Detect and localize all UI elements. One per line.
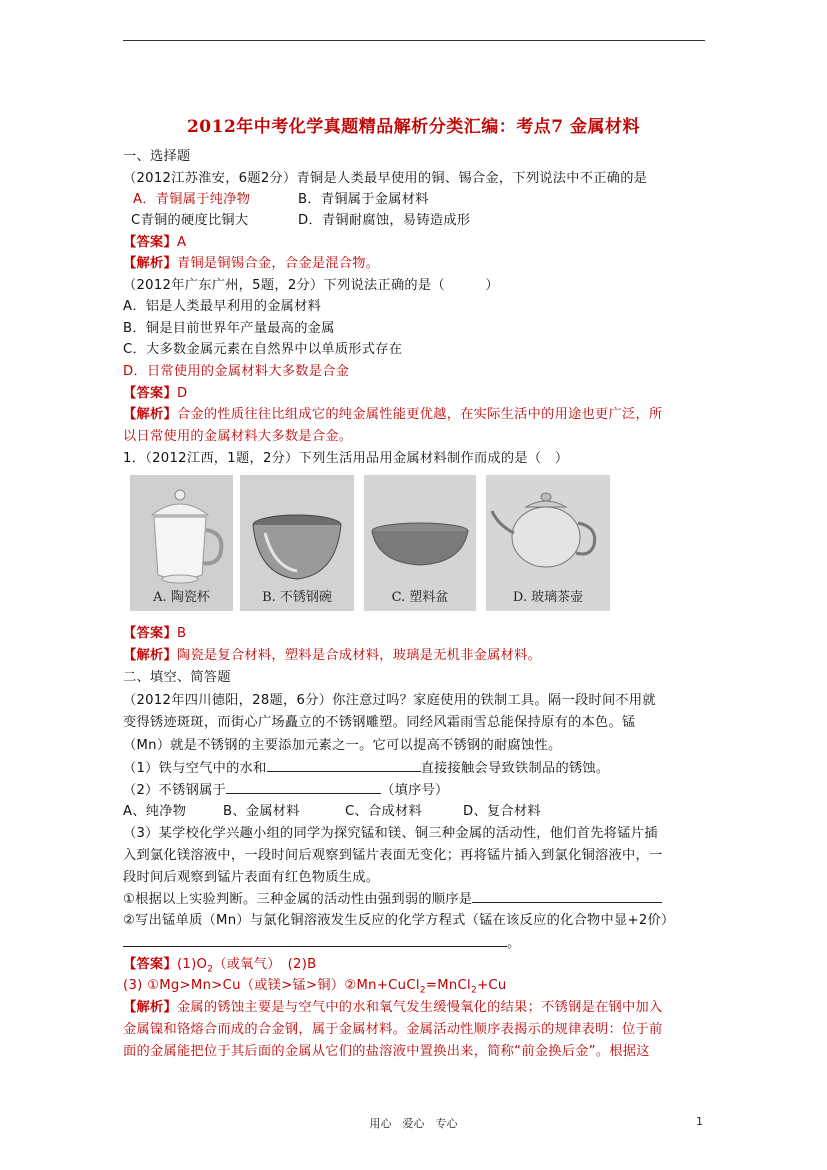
photo-steel-bowl — [240, 475, 354, 611]
explanation-text: 青铜是铜锡合金，合金是混合物。 — [176, 256, 380, 271]
q1-explanation — [123, 255, 379, 273]
q1-text-after: 直接接触会导致铁制品的锈蚀。 — [420, 761, 610, 776]
answer-blank-2[interactable] — [226, 781, 381, 794]
s2-passage-1: （2012年四川德阳，28题，6分）你注意过吗？家庭使用的铁制工具。隔一段时间不用就 — [123, 693, 656, 708]
answer-value: A — [176, 235, 187, 250]
q1-option-b: B．青铜属于金属材料 — [298, 192, 429, 207]
q2-text-after: （填序号） — [381, 783, 449, 798]
answer-2-pre: (3) ①Mg>Mn>Cu（或镁>锰>铜）②Mn+CuCl — [123, 978, 420, 993]
caption-c: C. 塑料盆 — [391, 590, 449, 605]
answer-label: 【答案】 — [123, 626, 177, 641]
explanation-text: 金属的锈蚀主要是与空气中的水和氧气发生缓慢氧化的结果；不锈钢是在钢中加入 — [176, 1000, 663, 1015]
option-c: C、合成材料 — [345, 804, 422, 819]
q2-option-c: C．大多数金属元素在自然界中以单质形式存在 — [123, 342, 403, 357]
explanation-label: 【解析】 — [123, 256, 177, 271]
section-heading-fill: 二、填空、简答题 — [123, 670, 231, 685]
s2-question-3-sub1 — [123, 890, 662, 909]
section-heading-choice: 一、选择题 — [123, 149, 191, 164]
explanation-text: 合金的性质往往比组成它的纯金属性能更优越，在实际生活中的用途也更广泛，所 — [176, 407, 663, 422]
s2-question-3-l3: 段时间后观察到锰片表面有红色物质生成。 — [123, 870, 380, 885]
end-mark: 。 — [507, 936, 521, 951]
s2-explanation — [123, 999, 663, 1017]
q1-options-ab — [123, 191, 429, 209]
explanation-label: 【解析】 — [123, 1000, 177, 1015]
q2-option-a: A．铝是人类最早利用的金属材料 — [123, 299, 322, 314]
caption-a: A. 陶瓷杯 — [153, 590, 210, 605]
explanation-text: 陶瓷是复合材料，塑料是合成材料，玻璃是无机非金属材料。 — [176, 648, 542, 663]
answer-value: D — [176, 386, 188, 401]
q3-stem: 1．（2012江西，1题，2分）下列生活用品用金属材料制作而成的是（ ） — [123, 451, 569, 466]
answer-1-pre: (1)O — [176, 957, 208, 972]
s2-question-3-blank-line — [123, 934, 521, 953]
s2-question-3-l1: （3）某学校化学兴趣小组的同学为探究锰和镁、铜三种金属的活动性，他们首先将锰片插 — [123, 826, 658, 841]
option-a: A、纯净物 — [123, 804, 187, 819]
s2-passage-2: 变得锈迹斑斑，而街心广场矗立的不锈钢雕塑。同经风霜雨雪总能保持原有的本色。锰 — [123, 715, 636, 730]
q2-stem: （2012年广东广州，5题，2分）下列说法正确的是（ ） — [123, 278, 499, 293]
s2-question-2 — [123, 781, 449, 800]
q2-option-b: B．铜是目前世界年产量最高的金属 — [123, 321, 335, 336]
s2-question-1 — [123, 759, 609, 778]
q1-answer — [123, 234, 186, 252]
s2-explanation-2: 金属镍和铬熔合而成的合金钢，属于金属材料。金属活动性顺序表揭示的规律表明：位于前 — [123, 1022, 663, 1037]
q1-option-a: A．青铜属于纯净物 — [133, 192, 251, 207]
s2-passage-3: （Mn）就是不锈钢的主要添加元素之一。它可以提高不锈钢的耐腐蚀性。 — [123, 738, 562, 753]
answer-label: 【答案】 — [123, 235, 177, 250]
photo-plastic-basin — [364, 475, 476, 611]
q2-explanation-cont: 以日常使用的金属材料大多数是合金。 — [123, 429, 353, 444]
explanation-label: 【解析】 — [123, 648, 177, 663]
answer-label: 【答案】 — [123, 386, 177, 401]
s2-explanation-3: 面的金属能把位于其后面的金属从它们的盐溶液中置换出来，简称“前金换后金”。根据这 — [123, 1044, 650, 1059]
answer-2-sub2: 2 — [471, 985, 478, 996]
q1-option-c: C青铜的硬度比铜大 — [131, 213, 249, 228]
answer-label: 【答案】 — [123, 957, 177, 972]
q3-explanation — [123, 647, 541, 665]
answer-2-post: +Cu — [477, 978, 507, 993]
answer-2-mid: =MnCl — [425, 978, 472, 993]
q1-text-before: （1）铁与空气中的水和 — [123, 761, 267, 776]
page-number: 1 — [696, 1115, 703, 1128]
header-rule — [123, 40, 705, 41]
s2-question-3-sub2: ②写出锰单质（Mn）与氯化铜溶液发生反应的化学方程式（锰在该反应的化合物中显+2价） — [123, 913, 675, 928]
q1-options-cd — [123, 212, 470, 230]
answer-2-sub1: 2 — [419, 985, 426, 996]
q3-photo-row — [130, 475, 610, 611]
q2-answer — [123, 385, 187, 403]
q1-option-d: D．青铜耐腐蚀，易铸造成形 — [298, 213, 471, 228]
option-d: D、复合材料 — [463, 804, 541, 819]
caption-b: B. 不锈钢碗 — [262, 590, 332, 605]
sub1-text: ①根据以上实验判断。三种金属的活动性由强到弱的顺序是 — [123, 892, 473, 907]
footer-motto: 用心 爱心 专心 — [369, 1117, 458, 1130]
photo-glass-teapot — [486, 475, 610, 611]
s2-question-3-l2: 入到氯化镁溶液中，一段时间后观察到锰片表面无变化；再将锰片插入到氯化铜溶液中，一 — [123, 848, 663, 863]
caption-d: D. 玻璃茶壶 — [512, 590, 584, 605]
q3-answer — [123, 625, 186, 643]
answer-blank-4[interactable] — [123, 934, 507, 947]
q2-text-before: （2）不锈钢属于 — [123, 783, 227, 798]
photo-ceramic-cup — [130, 475, 233, 611]
s2-answer-1 — [123, 956, 317, 979]
option-b: B、金属材料 — [223, 804, 300, 819]
answer-blank-1[interactable] — [267, 759, 421, 772]
explanation-label: 【解析】 — [123, 407, 177, 422]
q2-option-d: D．日常使用的金属材料大多数是合金 — [123, 364, 350, 379]
answer-blank-3[interactable] — [472, 890, 662, 903]
answer-1-post: （或氧气） (2)B — [213, 957, 317, 972]
page-title: 2012年中考化学真题精品解析分类汇编：考点7 金属材料 — [186, 117, 641, 137]
s2-answer-2 — [123, 977, 507, 1000]
s2-options — [123, 803, 541, 821]
answer-value: B — [176, 626, 187, 641]
answer-1-sub: 2 — [207, 964, 214, 975]
q2-explanation — [123, 406, 663, 424]
q1-stem: （2012江苏淮安，6题2分）青铜是人类最早使用的铜、锡合金，下列说法中不正确的是 — [123, 171, 648, 186]
